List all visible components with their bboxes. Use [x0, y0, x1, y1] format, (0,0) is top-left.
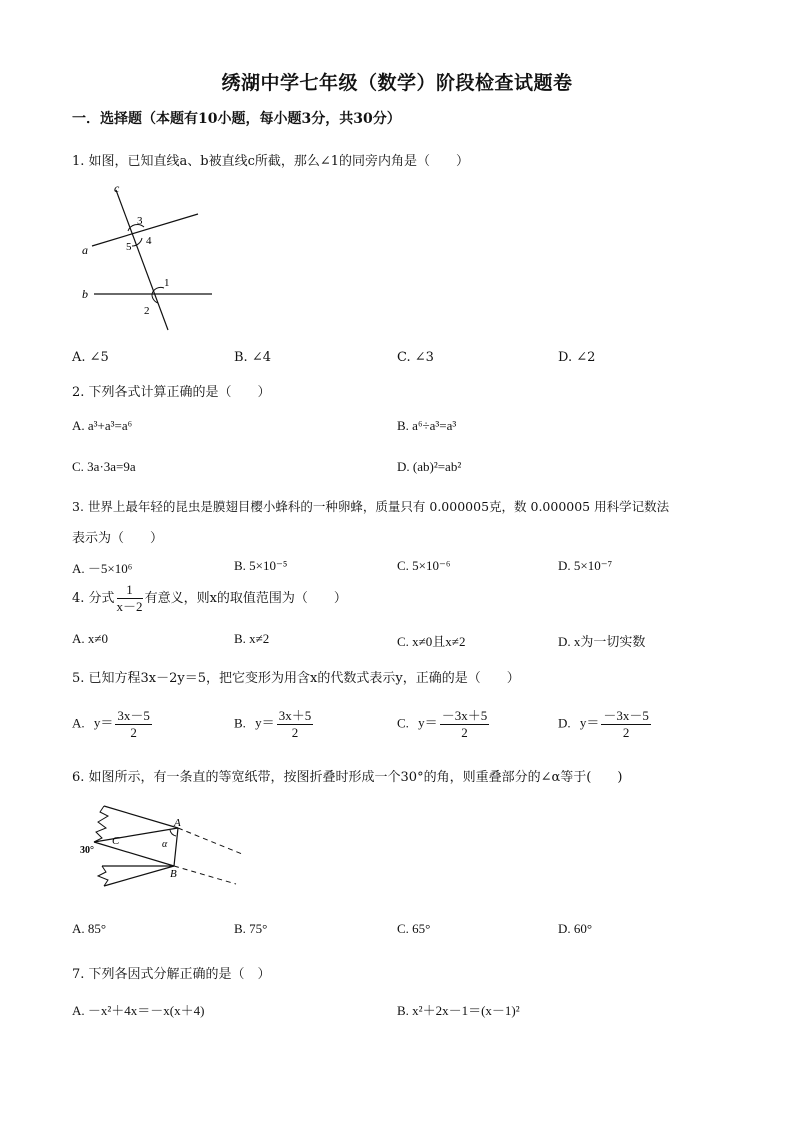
q5-a-num: 3x－5 — [117, 708, 150, 723]
q2-option-c[interactable]: C. 3a·3a=9a — [72, 459, 136, 474]
section-heading: 一．选择题（本题有10小题，每小题3分，共30分） — [72, 111, 401, 127]
q5-option-a[interactable] — [72, 708, 154, 741]
q2-option-d[interactable]: D. (ab)²=ab² — [397, 459, 462, 474]
label-4: 4 — [146, 235, 152, 247]
q3-option-a[interactable]: A. －5×10⁶ — [72, 561, 133, 576]
q3-option-d[interactable]: D. 5×10⁻⁷ — [558, 558, 613, 573]
q1-option-b[interactable]: B. ∠4 — [234, 350, 271, 365]
question-1-figure — [76, 182, 244, 334]
label-b: b — [82, 287, 88, 301]
label-30-degrees: 30° — [80, 845, 94, 856]
label-5: 5 — [126, 241, 132, 253]
q6-option-b[interactable]: B. 75° — [234, 921, 268, 936]
q3-option-b[interactable]: B. 5×10⁻⁵ — [234, 558, 288, 573]
q5-b-lhs: y＝ — [255, 715, 275, 731]
question-7-stem: 7. 下列各因式分解正确的是（ ） — [72, 967, 271, 982]
q7-option-b[interactable]: B. x²＋2x－1＝(x－1)² — [397, 1003, 520, 1018]
q6-option-a[interactable]: A. 85° — [72, 921, 107, 936]
q4-option-a[interactable]: A. x≠0 — [72, 631, 109, 646]
q5-c-label: C. — [397, 715, 409, 731]
q4-option-c[interactable]: C. x≠0且x≠2 — [397, 634, 466, 649]
q7-option-a[interactable]: A. －x²＋4x＝－x(x＋4) — [72, 1003, 205, 1018]
q4-option-d[interactable]: D. x为一切实数 — [558, 634, 646, 649]
q5-option-d[interactable] — [558, 708, 653, 741]
question-2-stem: 2. 下列各式计算正确的是（ ） — [72, 385, 271, 400]
q4-option-b[interactable]: B. x≠2 — [234, 631, 270, 646]
q2-option-a[interactable]: A. a³+a³=a⁶ — [72, 418, 133, 433]
label-3: 3 — [137, 215, 143, 227]
label-1: 1 — [164, 277, 170, 289]
q5-a-den: 2 — [130, 725, 137, 740]
question-5-stem: 5. 已知方程3x－2y＝5，把它变形为用含x的代数式表示y，正确的是（ ） — [72, 671, 520, 686]
q5-c-den: 2 — [461, 725, 468, 740]
q5-a-lhs: y＝ — [93, 715, 114, 731]
question-3-stem-line2: 表示为（ ） — [72, 531, 164, 546]
q6-option-c[interactable]: C. 65° — [397, 921, 431, 936]
label-A: A — [174, 817, 181, 829]
q5-d-label: D. — [558, 715, 571, 731]
q5-b-label: B. — [234, 715, 246, 731]
q6-option-d[interactable]: D. 60° — [558, 921, 593, 936]
q1-option-c[interactable]: C. ∠3 — [397, 350, 434, 365]
question-3-stem-line1: 3. 世界上最年轻的昆虫是膜翅目樱小蜂科的一种卵蜂，质量只有 0.000005克，数 0.000005 用科学记数法 — [72, 499, 670, 514]
label-c: c — [114, 182, 120, 195]
q5-d-num: －3x－5 — [603, 708, 649, 723]
q1-option-d[interactable]: D. ∠2 — [558, 350, 596, 365]
label-2: 2 — [144, 305, 150, 317]
exam-title: 绣湖中学七年级（数学）阶段检查试题卷 — [221, 72, 573, 94]
question-4-stem — [72, 582, 347, 615]
q5-c-num: －3x＋5 — [441, 708, 488, 723]
q5-b-den: 2 — [291, 725, 299, 740]
question-1-stem: 1. 如图，已知直线a、b被直线c所截，那么∠1的同旁内角是（ ） — [72, 154, 470, 169]
q5-option-b[interactable] — [234, 708, 315, 741]
question-6-figure — [78, 800, 248, 895]
q5-option-c[interactable] — [397, 708, 491, 741]
label-C: C — [112, 835, 120, 847]
q4-stem-post: 有意义，则x的取值范围为（ ） — [144, 591, 347, 606]
q4-fraction — [117, 582, 143, 615]
q4-fraction-denominator: x－2 — [116, 599, 143, 614]
q1-option-a[interactable]: A. ∠5 — [72, 350, 109, 365]
question-6-stem: 6. 如图所示，有一条直的等宽纸带，按图折叠时形成一个30°的角，则重叠部分的∠α等于( ) — [72, 770, 623, 785]
q5-b-num: 3x＋5 — [278, 708, 312, 723]
q4-stem-pre: 4. 分式 — [72, 591, 115, 606]
q3-option-c[interactable]: C. 5×10⁻⁶ — [397, 558, 451, 573]
q5-d-lhs: y＝ — [579, 715, 600, 731]
q4-fraction-numerator: 1 — [117, 582, 143, 599]
q5-a-label: A. — [72, 715, 85, 731]
q2-option-b[interactable]: B. a⁶÷a³=a³ — [397, 418, 457, 433]
label-B: B — [170, 868, 177, 880]
q5-c-lhs: y＝ — [418, 715, 438, 731]
q5-d-den: 2 — [622, 725, 630, 740]
label-alpha: α — [162, 839, 168, 850]
label-a: a — [82, 243, 88, 257]
